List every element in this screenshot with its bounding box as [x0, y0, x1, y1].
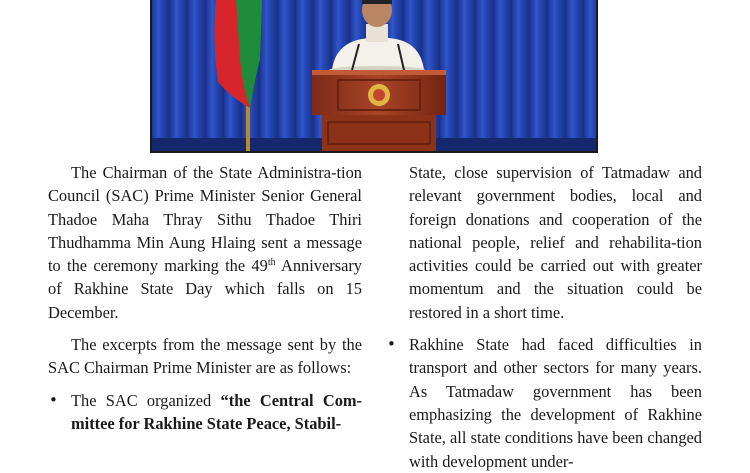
- bullet-item-1: [48, 389, 362, 436]
- right-column: [409, 161, 702, 473]
- left-column: [48, 161, 362, 435]
- ordinal-suffix: th: [267, 257, 276, 269]
- excerpts-paragraph: The excerpts from the message sent by the SAC Chairman Prime Minister are as follows:: [48, 335, 362, 378]
- podium: [312, 70, 446, 151]
- speech-photo: [150, 0, 598, 153]
- intro-paragraph: [48, 161, 362, 324]
- continued-paragraph: State, close supervision of Tatmadaw and relevant government bodies, local and foreign donations and cooperation of the national people, relief and rehabilita-tion activities could be carried out with greater momentum and the situation could be restored in a short time.: [409, 163, 702, 322]
- speech-photo-image: [152, 0, 596, 151]
- bullet-item-2: • Rakhine State had faced difficulties in transport and other sectors for many years. As Tatmadaw government has been emphasizing the development of Rakhine State, all state conditions have been changed with development under-: [409, 333, 702, 473]
- bullet-1-text: The SAC organized: [71, 390, 221, 410]
- intro-text-end: Anniversary of Rakhine State Day which falls on 15 December.: [48, 256, 362, 322]
- committee-name: “the Central Com-mittee for Rakhine State Peace, Stabil-: [71, 390, 363, 433]
- intro-text: The Chairman of the State Administra-tion Council (SAC) Prime Minister Senior General Thadoe Maha Thray Sithu Thadoe Thiri Thudhamma Min Aung Hlaing sent a message to the ceremony marking the 49: [48, 163, 362, 276]
